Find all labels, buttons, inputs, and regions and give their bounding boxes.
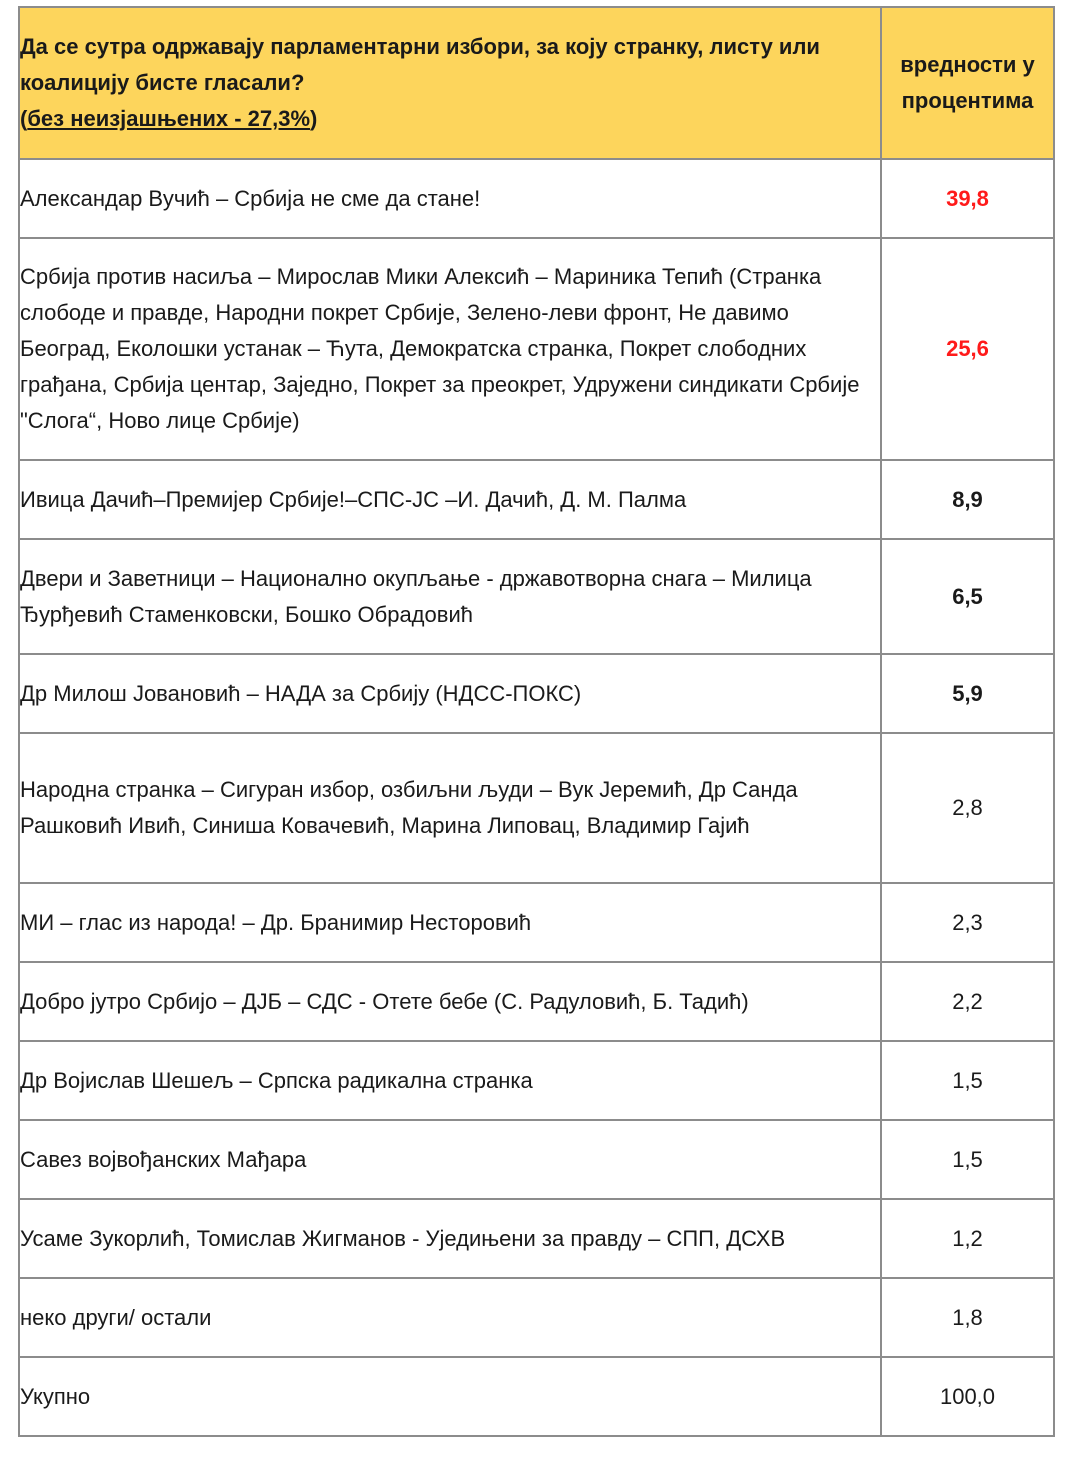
row-value: 6,5 <box>881 539 1054 654</box>
question-header <box>19 7 881 159</box>
table-row-total <box>19 1357 1054 1436</box>
undecided-note: без неизјашњених - 27,3% <box>27 106 311 131</box>
poll-results-table <box>18 6 1055 1437</box>
table-row <box>19 539 1054 654</box>
note-close-paren: ) <box>310 106 318 131</box>
table-row <box>19 159 1054 238</box>
row-label: Народна странка – Сигуран избор, озбиљни људи – Вук Јеремић, Др Санда Рашковић Ивић, Синиша Ковачевић, Марина Липовац, Владимир Гајић <box>19 733 881 883</box>
row-value: 1,5 <box>881 1120 1054 1199</box>
row-label: Ивица Дачић–Премијер Србије!–СПС-ЈС –И. Дачић, Д. М. Палма <box>19 460 881 539</box>
total-label: Укупно <box>19 1357 881 1436</box>
table-row <box>19 1041 1054 1120</box>
row-value: 2,2 <box>881 962 1054 1041</box>
row-label: Усаме Зукорлић, Томислав Жигманов - Уједињени за правду – СПП, ДСХВ <box>19 1199 881 1278</box>
table-row <box>19 1278 1054 1357</box>
table-row <box>19 238 1054 460</box>
row-label: Добро јутро Србијо – ДЈБ – СДС - Отете бебе (С. Радуловић, Б. Тадић) <box>19 962 881 1041</box>
row-label: Двери и Заветници – Национално окупљање - државотворна снага – Милица Ђурђевић Стаменковски, Бошко Обрадовић <box>19 539 881 654</box>
total-value: 100,0 <box>881 1357 1054 1436</box>
row-label: неко други/ остали <box>19 1278 881 1357</box>
row-value: 39,8 <box>881 159 1054 238</box>
row-label: Др Милош Јовановић – НАДА за Србију (НДСС-ПОКС) <box>19 654 881 733</box>
table-row <box>19 460 1054 539</box>
row-value: 2,8 <box>881 733 1054 883</box>
row-label: Србија против насиља – Мирослав Мики Алексић – Мариника Тепић (Странка слободе и правде, Народни покрет Србије, Зелено-леви фронт, Не давимо Београд, Еколошки устанак – Ћута, Демократска странка, Покрет слободних грађана, Србија центар, Заједно, Покрет за преокрет, Удружени синдикати Србије "Слога“, Ново лице Србије) <box>19 238 881 460</box>
table-row <box>19 733 1054 883</box>
row-label: Савез војвођанских Мађара <box>19 1120 881 1199</box>
note-open-paren: ( <box>20 106 28 131</box>
table-header-row <box>19 7 1054 159</box>
table-row <box>19 654 1054 733</box>
row-value: 1,2 <box>881 1199 1054 1278</box>
row-value: 1,5 <box>881 1041 1054 1120</box>
value-column-header: вредности у процентима <box>881 7 1054 159</box>
row-label: Др Војислав Шешељ – Српска радикална странка <box>19 1041 881 1120</box>
row-value: 8,9 <box>881 460 1054 539</box>
row-value: 1,8 <box>881 1278 1054 1357</box>
table-row <box>19 962 1054 1041</box>
row-value: 5,9 <box>881 654 1054 733</box>
table-row <box>19 1199 1054 1278</box>
row-label: МИ – глас из народа! – Др. Бранимир Несторовић <box>19 883 881 962</box>
table-row <box>19 1120 1054 1199</box>
question-text: Да се сутра одржавају парламентарни избори, за коју странку, листу или коалицију бисте гласали? <box>20 34 820 95</box>
row-value: 2,3 <box>881 883 1054 962</box>
row-label: Александар Вучић – Србија не сме да стане! <box>19 159 881 238</box>
row-value: 25,6 <box>881 238 1054 460</box>
table-row <box>19 883 1054 962</box>
